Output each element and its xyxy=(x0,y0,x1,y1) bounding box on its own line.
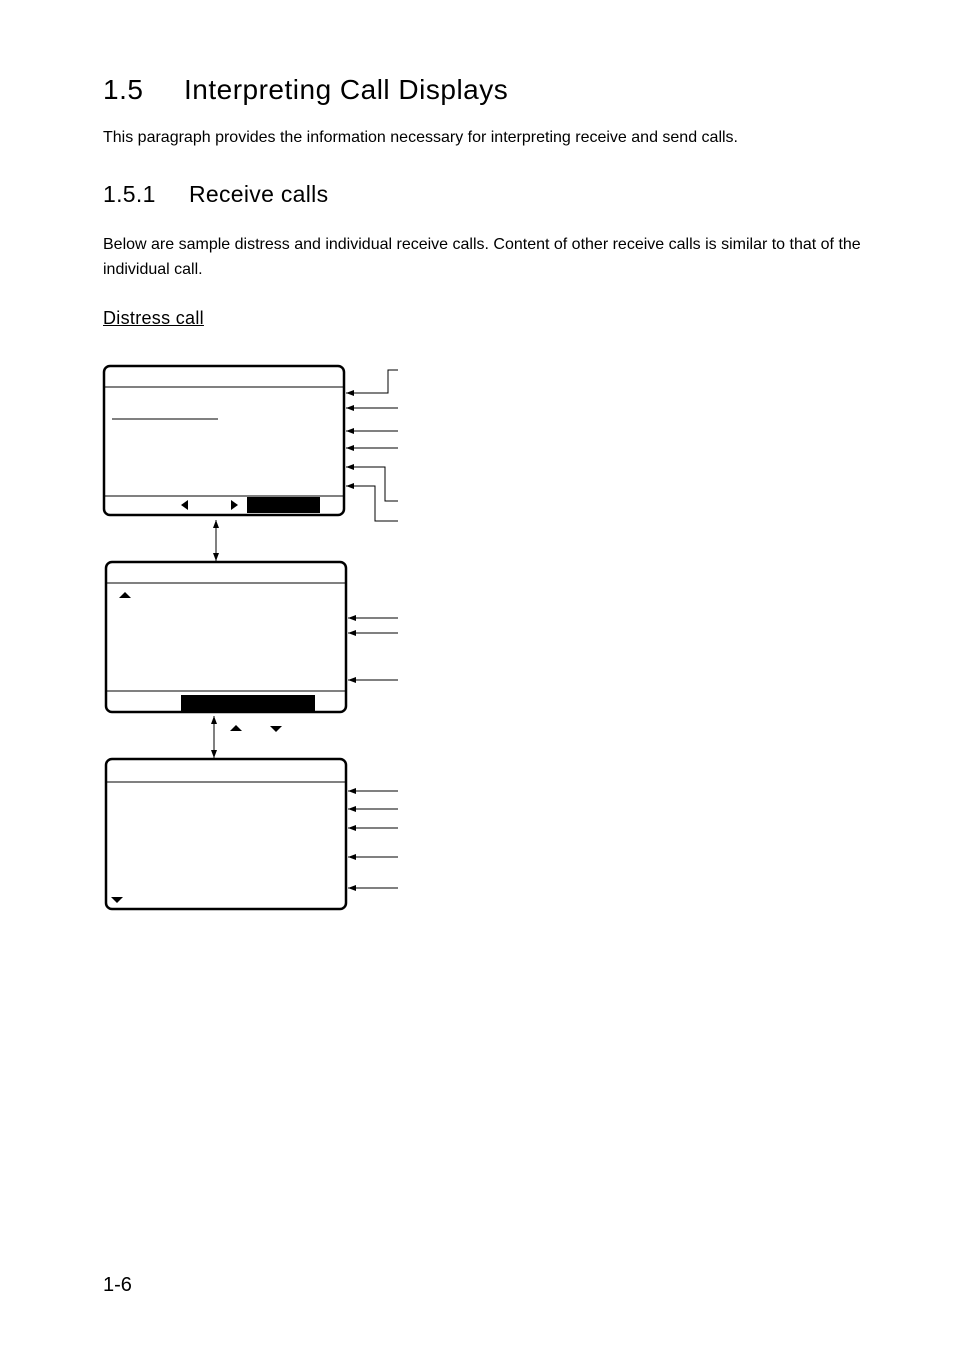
section-number: 1.5 xyxy=(103,74,144,105)
figure-heading: Distress call xyxy=(103,308,204,328)
down-key-icon xyxy=(270,726,282,732)
subsection-number: 1.5.1 xyxy=(103,181,156,207)
highlighted-softkey xyxy=(247,497,320,513)
screen-2-callouts xyxy=(348,618,398,680)
intro-paragraph: This paragraph provides the information necessary for interpreting receive and send calls. xyxy=(103,129,738,146)
right-arrow-icon xyxy=(231,500,238,510)
page-number: 1-6 xyxy=(103,1274,132,1296)
up-key-icon xyxy=(230,725,242,731)
section-title: Interpreting Call Displays xyxy=(184,74,509,105)
screen-3 xyxy=(106,759,346,909)
screen-1 xyxy=(104,366,344,515)
subsection-paragraph: Below are sample distress and individual receive calls. Content of other receive calls is similar to that of the individual call. xyxy=(103,236,861,278)
screen-3-callouts xyxy=(348,791,398,888)
left-arrow-icon xyxy=(181,500,188,510)
highlighted-softkey xyxy=(181,695,315,711)
scroll-down-icon xyxy=(111,897,123,903)
scroll-up-icon xyxy=(119,592,131,598)
subsection-title: Receive calls xyxy=(189,181,329,207)
screen-1-callouts xyxy=(346,370,398,521)
screen-2 xyxy=(106,562,346,712)
